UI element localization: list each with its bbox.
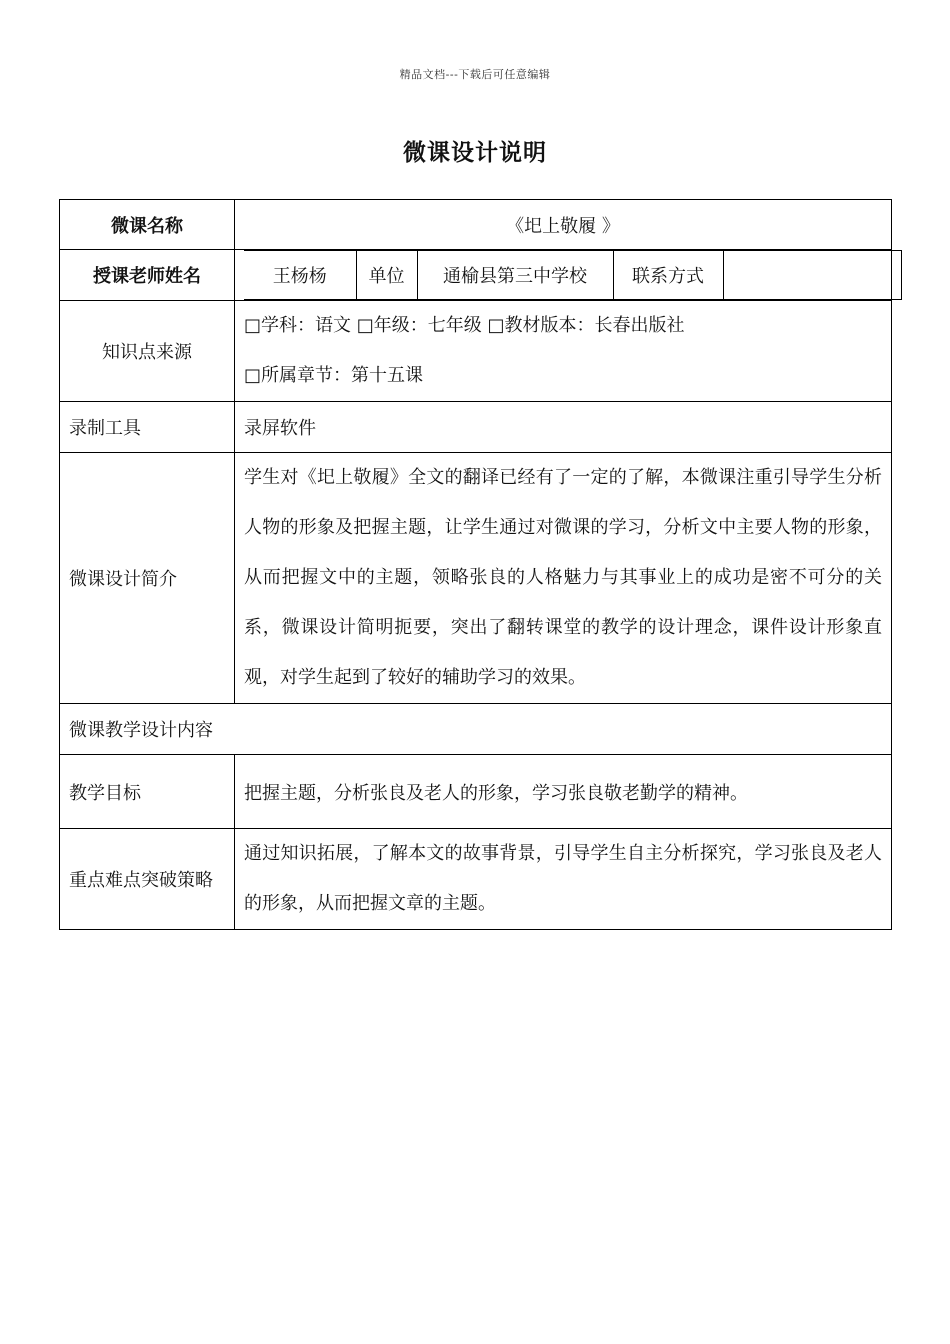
document-title: 微课设计说明	[403, 140, 547, 166]
value-contact	[723, 251, 901, 300]
row-intro	[60, 453, 892, 704]
header-note: 精品文档---下载后可任意编辑	[399, 68, 551, 81]
value-unit: 通榆县第三中学校	[417, 251, 613, 300]
label-teacher-name: 授课老师姓名	[60, 250, 235, 301]
value-tool: 录屏软件	[235, 402, 892, 453]
label-unit: 单位	[356, 251, 417, 300]
label-intro: 微课设计简介	[60, 453, 235, 704]
value-strategy: 通过知识拓展，了解本文的故事背景，引导学生自主分析探究，学习张良及老人的形象，从而把握文章的主题。	[235, 829, 892, 930]
row-strategy	[60, 829, 892, 930]
value-course-name: 《圯上敬履 》	[235, 200, 892, 250]
label-course-name: 微课名称	[60, 200, 235, 250]
label-tool: 录制工具	[60, 402, 235, 453]
label-contact: 联系方式	[613, 251, 723, 300]
value-goal: 把握主题，分析张良及老人的形象，学习张良敬老勤学的精神。	[235, 755, 892, 829]
row-knowledge-source	[60, 301, 892, 402]
row-content-heading	[60, 704, 892, 755]
knowledge-source-line-1: □学科：语文 □年级：七年级 □教材版本：长春出版社	[244, 315, 685, 336]
course-design-table	[59, 199, 892, 930]
teacher-details-cell	[235, 250, 892, 301]
teacher-details-grid	[244, 250, 902, 300]
value-intro: 学生对《圯上敬履》全文的翻译已经有了一定的了解，本微课注重引导学生分析人物的形象及把握主题，让学生通过对微课的学习，分析文中主要人物的形象，从而把握文中的主题，领略张良的人格魅力与其事业上的成功是密不可分的关系，微课设计简明扼要，突出了翻转课堂的教学的设计理念，课件设计形象直观，对学生起到了较好的辅助学习的效果。	[235, 453, 892, 704]
row-course-name	[60, 200, 892, 250]
value-teacher-name: 王杨杨	[244, 251, 356, 300]
row-goal	[60, 755, 892, 829]
label-knowledge-source: 知识点来源	[60, 301, 235, 402]
label-strategy: 重点难点突破策略	[60, 829, 235, 930]
row-teacher	[60, 250, 892, 301]
knowledge-source-line-2: □所属章节：第十五课	[244, 365, 424, 386]
label-goal: 教学目标	[60, 755, 235, 829]
content-heading: 微课教学设计内容	[60, 704, 892, 755]
value-knowledge-source	[235, 301, 892, 402]
row-tool	[60, 402, 892, 453]
